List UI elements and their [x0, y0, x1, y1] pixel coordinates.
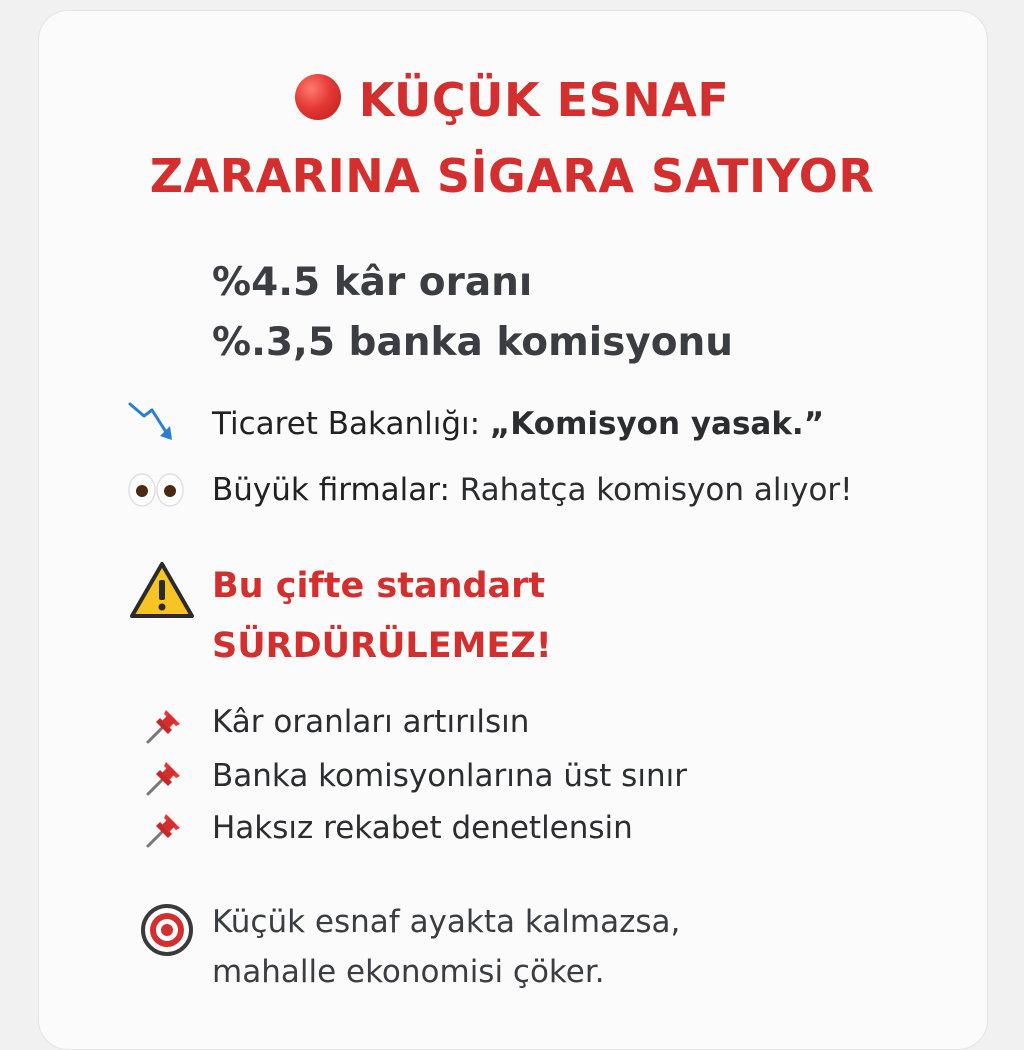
- demand-item: Haksız rekabet denetlensin: [212, 810, 633, 846]
- warning-icon: [128, 560, 196, 624]
- warning-line-1: Bu çifte standart: [212, 566, 546, 606]
- bank-commission: %.3,5 banka komisyonu: [212, 320, 734, 365]
- demand-item: Banka komisyonlarına üst sınır: [212, 758, 687, 794]
- fact-row-ministry: [212, 404, 824, 444]
- fact-value: Rahatça komisyon alıyor!: [459, 472, 853, 508]
- fact-row-companies: [212, 470, 853, 510]
- pushpin-icon: [142, 754, 188, 804]
- chart-decreasing-icon: [126, 398, 182, 450]
- red-circle-icon: [295, 74, 341, 120]
- demand-item: Kâr oranları artırılsın: [212, 704, 530, 740]
- pushpin-icon: [142, 702, 188, 752]
- title-line-1: [0, 70, 1024, 130]
- profit-rate: %4.5 kâr oranı: [212, 260, 533, 305]
- title-text-1: KÜÇÜK ESNAF: [358, 73, 730, 127]
- fact-label: Büyük firmalar:: [212, 472, 450, 508]
- eyes-icon: [126, 470, 186, 514]
- target-icon: [140, 903, 194, 961]
- fact-label: Ticaret Bakanlığı:: [212, 406, 481, 442]
- pushpin-icon: [142, 806, 188, 856]
- closing-line-2: mahalle ekonomisi çöker.: [212, 954, 605, 990]
- title-line-2: ZARARINA SİGARA SATIYOR: [149, 149, 875, 203]
- fact-value: „Komisyon yasak.”: [489, 406, 825, 442]
- warning-line-2: SÜRDÜRÜLEMEZ!: [212, 626, 552, 666]
- closing-line-1: Küçük esnaf ayakta kalmazsa,: [212, 904, 681, 940]
